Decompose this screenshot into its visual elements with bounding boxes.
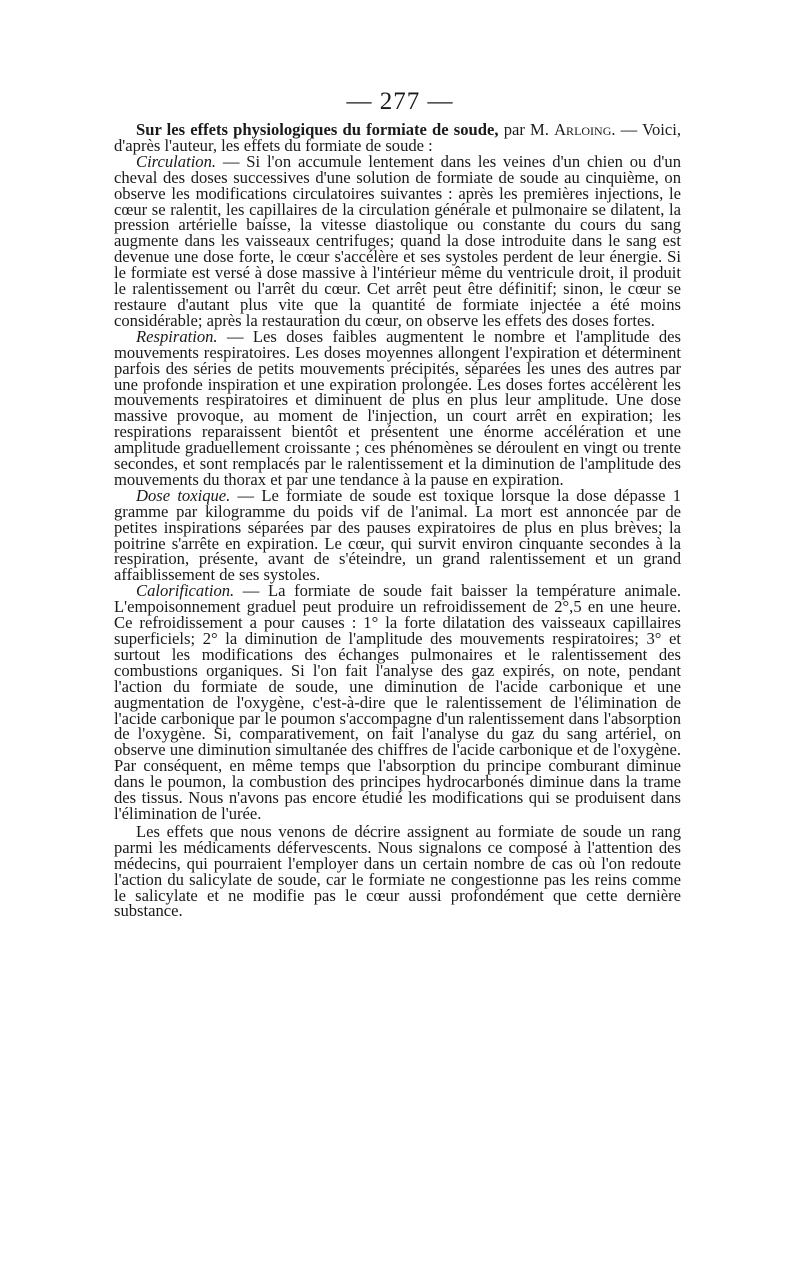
section-text: — La formiate de soude fait baisser la température animale. L'empoisonnement graduel peut produire un refroidissement de 2°,5 en une heure. Ce refroidissement a pour causes : 1° la forte dilatation des vaisseaux capillaires superficiels; 2° la diminution de l'amplitude des mouvements respiratoires; 3° et surtout les modifications des échanges pulmonaires et le ralentissement des combustions organiques. Si l'on fait l'analyse des gaz expirés, on note, pendant l'action du formiate de soude, une diminution de l'acide carbonique et une augmentation de l'oxygène, c'est-à-dire que le ralentissement de l'élimination de l'acide carbonique par le poumon s'accompagne d'un ralentissement dans l'absorption de l'oxygène. Si, comparativement, on fait l'analyse du gaz du sang artériel, on observe une diminution simultanée des chiffres de l'acide carbonique et de l'oxygène. Par conséquent, en même temps que l'absorption du principe comburant diminue dans le poumon, la combustion des principes hydrocarbonés diminue dans la trame des tissus. Nous n'avons pas encore étudié les modifications qui se produisent dans l'élimination de l'urée.: [114, 581, 681, 823]
article-body: [114, 122, 681, 919]
author-prefix: par M.: [503, 120, 549, 139]
section-respiration: [114, 326, 682, 489]
article-intro: . — Voici, d'après l'auteur, les effets du formiate de soude :: [114, 120, 681, 155]
conclusion-paragraph: Les effets que nous venons de décrire assignent au formiate de soude un rang parmi les médicaments défervescents. Nous signalons ce composé à l'attention des médecins, qui pourraient l'employer dans un certain nombre de cas où l'on redoute l'action du salicylate de soude, car le formiate ne congestionne pas les reins comme le salicylate et ne modifie pas le cœur aussi profondément que cette dernière substance.: [114, 821, 681, 921]
section-calorification: [114, 583, 681, 822]
author-name: Arloing: [554, 120, 612, 139]
section-heading: Dose toxique.: [136, 485, 231, 505]
article-intro-paragraph: [114, 122, 681, 154]
article-title: Sur les effets physiologiques du formiate de soude,: [136, 120, 499, 139]
section-circulation: [114, 151, 681, 330]
section-text: — Si l'on accumule lentement dans les veines d'un chien ou d'un cheval des doses successives d'une solution de formiate de soude au cinquième, on observe les modifications circulatoires suivantes : après les premières injections, le cœur se ralentit, les capillaires de la circulation générale et pulmonaire se dilatent, la pression artérielle baisse, la vitesse diastolique ou constante du cours du sang augmente dans les vaisseaux centrifuges; quand la dose introduite dans le sang est devenue une dose forte, le cœur s'accélère et ses systoles perdent de leur énergie. Si le formiate est versé à dose massive à l'intérieur même du ventricule droit, il produit le ralentissement ou l'arrêt du cœur. Cet arrêt peut être définitif; sinon, le cœur se restaure d'autant plus vite que la quantité de formiate injectée a été moins considérable; après la restauration du cœur, on observe les effets des doses fortes.: [114, 151, 681, 330]
section-heading: Calorification.: [136, 581, 235, 601]
section-text: — Le formiate de soude est toxique lorsque la dose dépasse 1 gramme par kilogramme du poids vif de l'animal. La mort est annoncée par de petites inspirations séparées par des pauses expiratoires de plus en plus brèves; la poitrine s'arrête en expiration. Le cœur, qui survit environ cinquante secondes à la respiration, présente, avant de s'éteindre, un grand ralentissement et un grand affaiblissement de ses systoles.: [114, 485, 681, 585]
section-heading: Circulation.: [136, 151, 217, 171]
section-text: — Les doses faibles augmentent le nombre et l'amplitude des mouvements respiratoires. Les doses moyennes allongent l'expiration et déterminent parfois des séries de petits mouvements précipités, séparées les unes des autres par une profonde inspiration et une expiration prolongée. Les doses fortes accélèrent les mouvements respiratoires et diminuent de plus en plus leur amplitude. Une dose massive provoque, au moment de l'injection, un court arrêt en expiration; les respirations reparaissent bientôt et présentent une énorme accélération et une amplitude graduellement croissante ; ces phénomènes se déroulent en vingt ou trente secondes, et sont remplacés par le ralentissement et la diminution de l'amplitude des mouvements du thorax et par une tendance à la pause en expiration.: [114, 326, 682, 489]
page-number: — 277 —: [346, 88, 454, 115]
section-dose-toxique: [114, 485, 681, 585]
section-heading: Respiration.: [136, 326, 218, 346]
